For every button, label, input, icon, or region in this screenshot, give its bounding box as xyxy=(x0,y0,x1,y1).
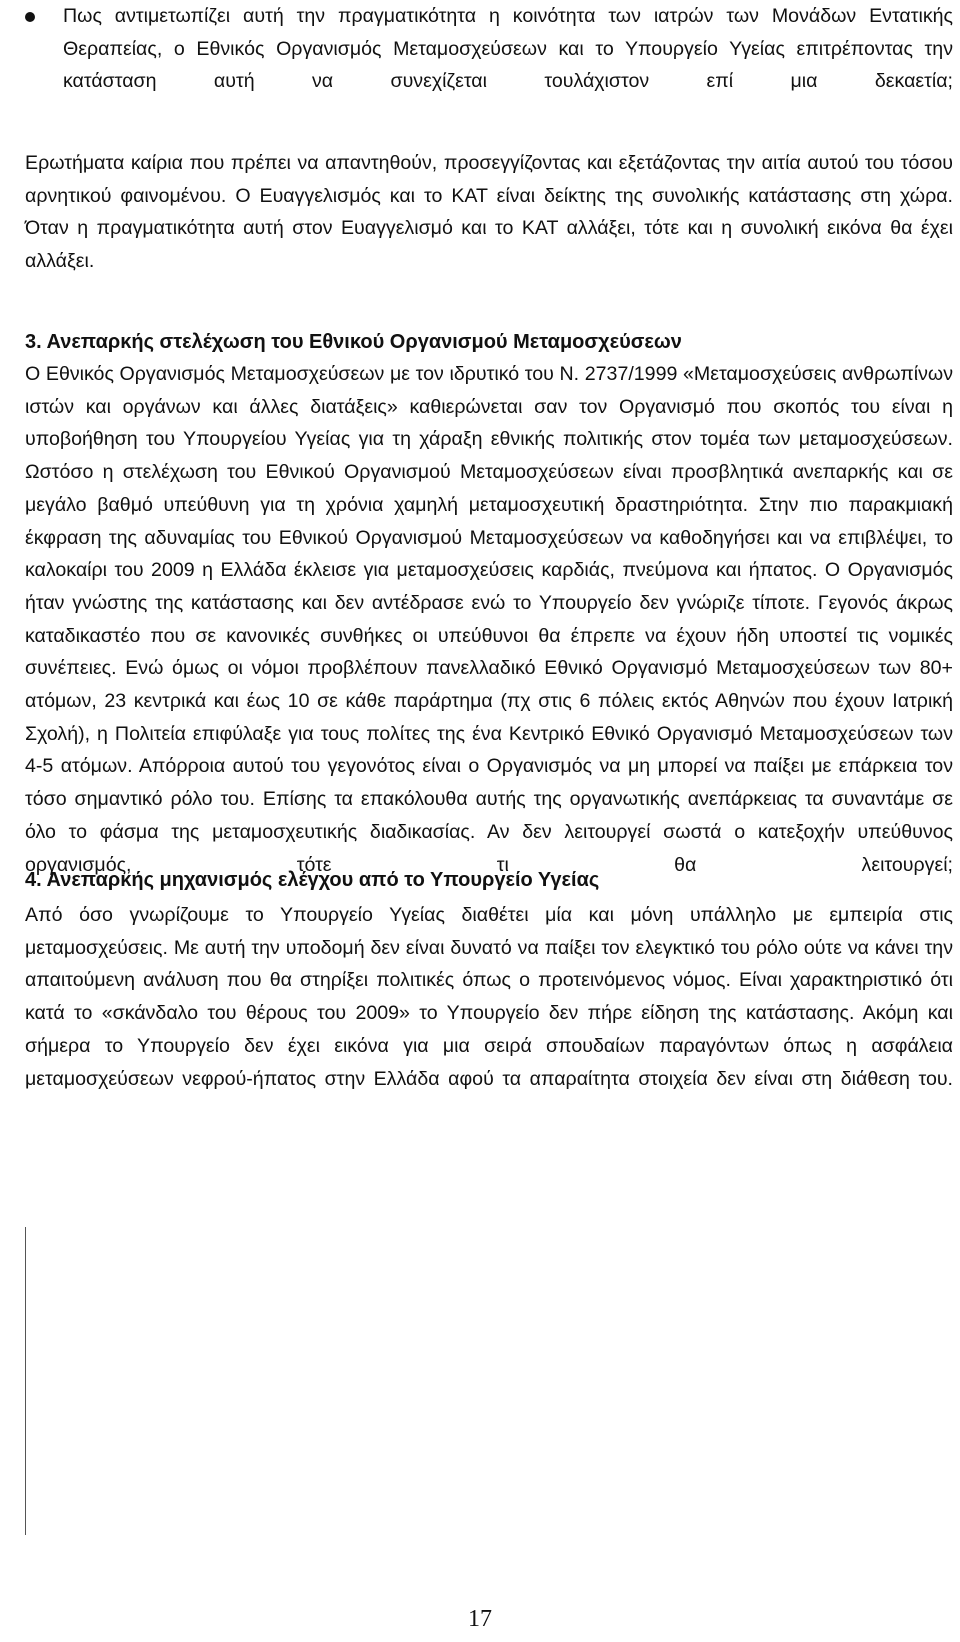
bullet-paragraph: Πως αντιμετωπίζει αυτή την πραγματικότητα η κοινότητα των ιατρών των Μονάδων Εντατικής Θεραπείας, ο Εθνικός Οργανισμός Μεταμοσχεύσεων και το Υπουργείο Υγείας επιτρέποντας την κατάσταση αυτή να συνεχίζεται τουλάχιστον επί μια δεκαετία; xyxy=(63,5,953,93)
section-3-heading: 3. Ανεπαρκής στελέχωση του Εθνικού Οργανισμού Μεταμοσχεύσεων xyxy=(25,331,682,353)
margin-rule-line xyxy=(25,1227,26,1535)
section-3-body: Ο Εθνικός Οργανισμός Μεταμοσχεύσεων με τον ιδρυτικό του Ν. 2737/1999 «Μεταμοσχεύσεις ανθρωπίνων ιστών και οργάνων και άλλες διατάξεις» καθιερώνεται σαν τον Οργανισμό που σκοπός του είναι η υποβοήθηση του Υπουργείου Υγείας για τη χάραξη εθνικής πολιτικής στον τομέα των μεταμοσχεύσεων. Ωστόσο η στελέχωση του Εθνικού Οργανισμού Μεταμοσχεύσεων είναι προσβλητικά ανεπαρκής και σε μεγάλο βαθμό υπεύθυνη για τη χρόνια χαμηλή μεταμοσχευτική δραστηριότητα. Στην πιο παρακμιακή έκφραση της αδυναμίας του Εθνικού Οργανισμού Μεταμοσχεύσεων να καθοδηγήσει και να επιβλέψει, το καλοκαίρι του 2009 η Ελλάδα έκλεισε για μεταμοσχεύσεις καρδιάς, πνεύμονα και ήπατος. Ο Οργανισμός ήταν γνώστης της κατάστασης και δεν αντέδρασε ενώ το Υπουργείο δεν γνώριζε τίποτε. Γεγονός άκρως καταδικαστέο που σε κανονικές συνθήκες οι υπεύθυνοι θα έπρεπε να έχουν ήδη υποστεί τις νομικές συνέπειες. Ενώ όμως οι νόμοι προβλέπουν πανελλαδικό Εθνικό Οργανισμό Μεταμοσχεύσεων των 80+ ατόμων, 23 κεντρικά και έως 10 σε κάθε παράρτημα (πχ στις 6 πόλεις εκτός Αθηνών που έχουν Ιατρική Σχολή), η Πολιτεία επιφύλαξε για τους πολίτες της ένα Κεντρικό Εθνικό Οργανισμό Μεταμοσχεύσεων των 4-5 ατόμων. Απόρροια αυτού του γεγονότος είναι ο Οργανισμός να μη μπορεί να παίξει με επάρκεια τον τόσο σημαντικό ρόλο του. Επίσης τα επακόλουθα αυτής της οργανωτικής ανεπάρκειας τα συναντάμε σε όλο το φάσμα της μεταμοσχευτικής διαδικασίας. Αν δεν λειτουργεί σωστά ο κατεξοχήν υπεύθυνος οργανισμός, τότε τι θα λειτουργεί; xyxy=(25,363,953,876)
bullet-point-icon xyxy=(25,12,35,22)
section-4-body: Από όσο γνωρίζουμε το Υπουργείο Υγείας διαθέτει μία και μόνη υπάλληλο με εμπειρία στις μεταμοσχεύσεις. Με αυτή την υποδομή δεν είναι δυνατό να παίξει τον ελεγκτικό του ρόλο ούτε να κάνει την απαιτούμενη ανάλυση που θα στηρίξει πολιτικές όπως ο προτεινόμενος νόμος. Είναι χαρακτηριστικό ότι κατά το «σκάνδαλο του θέρους του 2009» το Υπουργείο δεν πήρε είδηση της κατάστασης. Ακόμη και σήμερα το Υπουργείο δεν έχει εικόνα για μια σειρά σπουδαίων παραγόντων όπως η ασφάλεια μεταμοσχεύσεων νεφρού-ήπατος στην Ελλάδα αφού τα απαραίτητα στοιχεία δεν είναι στη διάθεση του. xyxy=(25,904,953,1090)
paragraph-intro: Ερωτήματα καίρια που πρέπει να απαντηθούν, προσεγγίζοντας και εξετάζοντας την αιτία αυτού του τόσου αρνητικού φαινομένου. Ο Ευαγγελισμός και το ΚΑΤ είναι δείκτης της συνολικής κατάστασης στη χώρα. Όταν η πραγματικότητα αυτή στον Ευαγγελισμό και το ΚΑΤ αλλάξει, τότε και η συνολική εικόνα θα έχει αλλάξει. xyxy=(25,152,953,273)
section-4-heading: 4. Ανεπαρκής μηχανισμός ελέγχου από το Υπουργείο Υγείας xyxy=(25,869,600,891)
page-number: 17 xyxy=(468,1606,492,1632)
